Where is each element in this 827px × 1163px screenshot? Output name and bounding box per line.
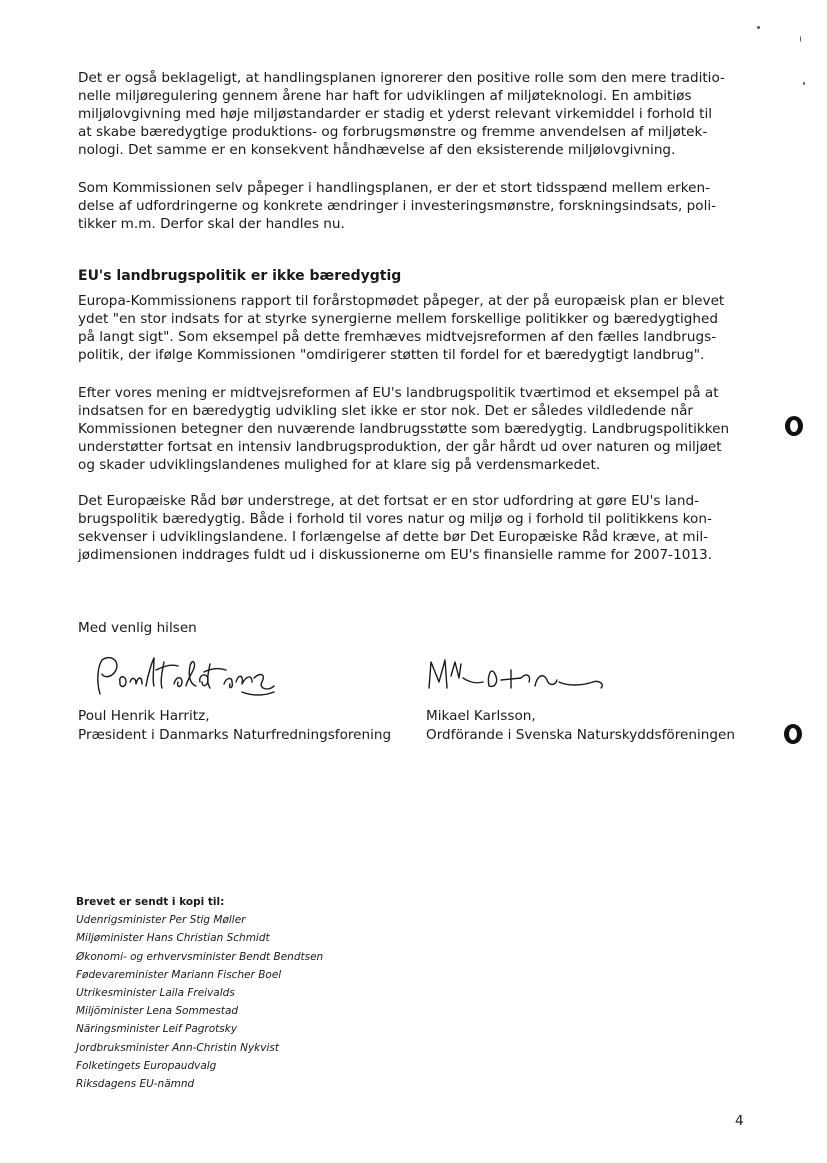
copies-recipient: Riksdagens EU-nämnd	[76, 1078, 195, 1091]
text-line: politik, der ifølge Kommissionen "omdirigerer støtten til fordel for et bæredygtigt landbrug".	[78, 347, 705, 364]
copies-recipient: Utrikesminister Laila Freivalds	[76, 987, 235, 1000]
copies-recipient: Økonomi- og erhvervsminister Bendt Bendtsen	[76, 950, 324, 963]
copies-recipient: Jordbruksminister Ann-Christin Nykvist	[76, 1041, 279, 1054]
text-line: Det er også beklageligt, at handlingsplanen ignorerer den positive rolle som den mere traditio-	[78, 70, 725, 86]
signer-name: Mikael Karlsson,	[426, 708, 536, 724]
copies-recipient: Näringsminister Leif Pagrotsky	[76, 1023, 238, 1036]
text-line: og skader udviklingslandenes mulighed for at klare sig på verdensmarkedet.	[78, 457, 601, 474]
section-paragraph-1	[78, 292, 748, 364]
text-line: indsatsen for en bæredygtig udvikling slet ikke er stor nok. Det er således vildledende når	[78, 403, 693, 420]
text-line: Som Kommissionen selv påpeger i handlingsplanen, er der et stort tidsspænd mellem erken-	[78, 180, 710, 196]
text-line: sekvenser i udviklingslandene. I forlængelse af dette bør Det Europæiske Råd kræve, at mil-	[78, 529, 709, 546]
signer-block-2	[426, 707, 735, 745]
text-line: Efter vores mening er midtvejsreformen af EU's landbrugspolitik tværtimod et eksempel på at	[78, 385, 719, 401]
text-line: jødimensionen inddrages fuldt ud i diskussionerne om EU's finansielle ramme for 2007-1013.	[78, 547, 713, 564]
copies-recipient: Folketingets Europaudvalg	[76, 1059, 217, 1072]
scan-speck	[757, 26, 760, 29]
page-number: 4	[735, 1113, 744, 1129]
section-heading: EU's landbrugspolitik er ikke bæredygtig	[78, 268, 402, 284]
signer-title: Ordförande i Svenska Naturskyddsföreningen	[426, 727, 736, 743]
handwritten-signature-karlsson	[425, 656, 610, 696]
text-line: nologi. Det samme er en konsekvent håndhævelse af den eksisterende miljølovgivning.	[78, 142, 676, 159]
copies-recipient: Udenrigsminister Per Stig Møller	[76, 914, 246, 927]
scan-speck	[800, 36, 801, 42]
signer-title: Præsident i Danmarks Naturfredningsforening	[78, 727, 392, 743]
text-line: nelle miljøregulering gennem årene har haft for udviklingen af miljøteknologi. En ambitiøs	[78, 88, 692, 105]
intro-paragraph-2	[78, 179, 748, 233]
text-line: tikker m.m. Derfor skal der handles nu.	[78, 216, 345, 233]
punch-hole-mark-icon	[782, 722, 804, 746]
text-line: Europa-Kommissionens rapport til forårstopmødet påpeger, at der på europæisk plan er blevet	[78, 293, 725, 309]
section-paragraph-3	[78, 492, 748, 564]
text-line: brugspolitik bæredygtig. Både i forhold til vores natur og miljø og i forhold til politikkens kon-	[78, 511, 712, 528]
text-line: understøtter fortsat en intensiv landbrugsproduktion, der går hårdt ud over naturen og miljøet	[78, 439, 722, 456]
scan-speck	[803, 82, 805, 85]
closing-salutation: Med venlig hilsen	[78, 620, 197, 636]
punch-hole-mark-icon	[783, 414, 805, 438]
text-line: delse af udfordringerne og konkrete ændringer i investeringsmønstre, forskningsindsats, poli-	[78, 198, 717, 215]
intro-paragraph-1	[78, 69, 748, 159]
text-line: miljølovgivning med høje miljøstandarder er stadig et yderst relevant virkemiddel i forhold til	[78, 106, 713, 123]
text-line: på langt sigt". Som eksempel på dette fremhæves midtvejsreformen af den fælles landbrugs-	[78, 329, 717, 346]
text-line: ydet "en stor indsats for at styrke synergierne mellem forskellige politikker og bæredygtighed	[78, 311, 718, 328]
copies-recipient: Fødevareminister Mariann Fischer Boel	[76, 968, 282, 981]
handwritten-signature-harritz	[92, 652, 277, 702]
text-line: at skabe bæredygtige produktions- og forbrugsmønstre og fremme anvendelsen af miljøtek-	[78, 124, 708, 141]
copies-recipient: Miljøminister Hans Christian Schmidt	[76, 932, 270, 945]
text-line: Kommissionen betegner den nuværende landbrugsstøtte som bæredygtig. Landbrugspolitikken	[78, 421, 730, 438]
signer-block-1	[78, 707, 391, 745]
text-line: Det Europæiske Råd bør understrege, at det fortsat er en stor udfordring at gøre EU's land-	[78, 493, 700, 509]
copies-recipient: Miljöminister Lena Sommestad	[76, 1005, 239, 1018]
copies-heading: Brevet er sendt i kopi til:	[76, 896, 225, 908]
copies-list	[76, 893, 323, 1093]
signer-name: Poul Henrik Harritz,	[78, 708, 210, 724]
section-paragraph-2	[78, 384, 748, 474]
